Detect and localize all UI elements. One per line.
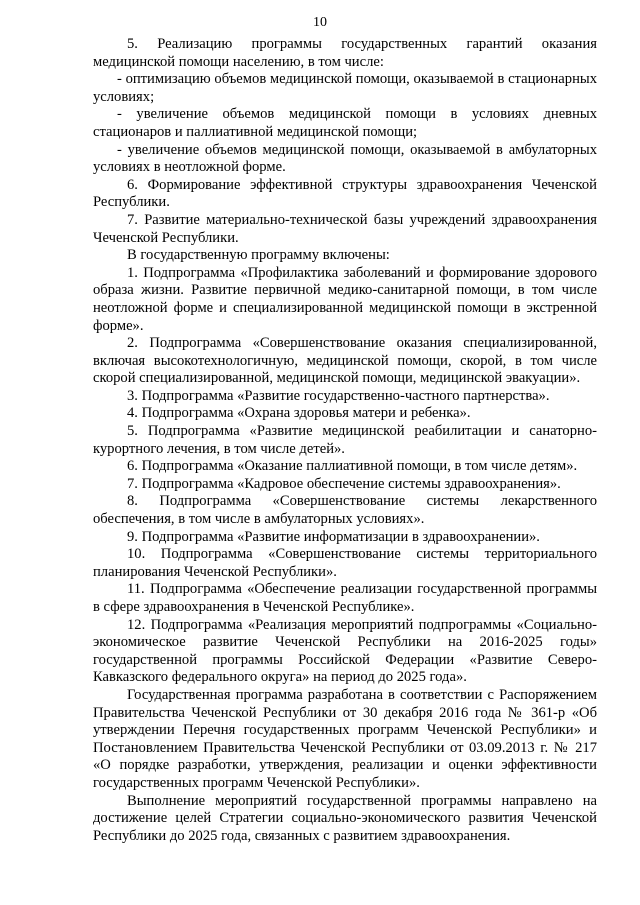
subprogram-2: 2. Подпрограмма «Совершенствование оказания специализированной, включая высокотехнологичную, медицинской помощи, скорой, в том числе скорой специализированной, медицинской помощи, медицинской эвакуации». bbox=[93, 335, 597, 387]
subprogram-5: 5. Подпрограмма «Развитие медицинской реабилитации и санаторно-курортного лечения, в том числе детей». bbox=[93, 423, 597, 457]
paragraph-strategy-goals: Выполнение мероприятий государственной программы направлено на достижение целей Стратегии социально-экономического развития Чеченской Республики до 2025 года, связанных с развитием здравоохранения. bbox=[93, 792, 597, 844]
subprogram-11: 11. Подпрограмма «Обеспечение реализации государственной программы в сфере здравоохранения в Чеченской Республике». bbox=[93, 581, 597, 615]
subprogram-7: 7. Подпрограмма «Кадровое обеспечение системы здравоохранения». bbox=[127, 475, 561, 492]
subprogram-3: 3. Подпрограмма «Развитие государственно-частного партнерства». bbox=[127, 387, 550, 404]
paragraph-item-5: 5. Реализацию программы государственных гарантий оказания медицинской помощи населению, в том числе: bbox=[93, 36, 597, 70]
document-body bbox=[93, 36, 597, 845]
subprogram-1: 1. Подпрограмма «Профилактика заболеваний и формирование здорового образа жизни. Развитие первичной медико-санитарной помощи, в том числе неотложной форме и специализированной медицинской помощи в экстренной форме». bbox=[93, 264, 597, 334]
paragraph-item-6: 6. Формирование эффективной структуры здравоохранения Чеченской Республики. bbox=[93, 176, 597, 211]
subprogram-4: 4. Подпрограмма «Охрана здоровья матери и ребенка». bbox=[127, 405, 471, 422]
paragraph-legal-basis: Государственная программа разработана в соответствии с Распоряжением Правительства Чеченской Республики от 30 декабря 2016 года № 361-р «Об утверждении Перечня государственных программ Чеченской Республики» и Постановлением Правительства Чеченской Республики от 03.09.2013 г. № 217 «О порядке разработки, утверждения, реализации и оценки эффективности государственных программ Чеченской Республики». bbox=[93, 686, 597, 791]
subprogram-8: 8. Подпрограмма «Совершенствование системы лекарственного обеспечения, в том числе в амбулаторных условиях». bbox=[93, 493, 597, 528]
subprogram-6: 6. Подпрограмма «Оказание паллиативной помощи, в том числе детям». bbox=[127, 458, 578, 475]
paragraph-item-7: 7. Развитие материально-технической базы учреждений здравоохранения Чеченской Республики. bbox=[93, 211, 597, 246]
page-number: 10 bbox=[313, 15, 327, 30]
subprogram-9: 9. Подпрограмма «Развитие информатизации в здравоохранении». bbox=[127, 528, 540, 545]
paragraph-intro-subprograms: В государственную программу включены: bbox=[127, 247, 390, 264]
list-item-inpatient: - оптимизацию объемов медицинской помощи, оказываемой в стационарных условиях; bbox=[93, 71, 597, 105]
list-item-day-hospital: - увеличение объемов медицинской помощи в условиях дневных стационаров и паллиативной медицинской помощи; bbox=[93, 106, 597, 140]
subprogram-10: 10. Подпрограмма «Совершенствование системы территориального планирования Чеченской Республики». bbox=[93, 546, 597, 580]
subprogram-12: 12. Подпрограмма «Реализация мероприятий подпрограммы «Социально-экономическое развитие Чеченской Республики на 2016-2025 годы» государственной программы Российской Федерации «Развитие Северо-Кавказского федерального округа» на период до 2025 года». bbox=[93, 616, 597, 686]
list-item-outpatient: - увеличение объемов медицинской помощи, оказываемой в амбулаторных условиях в неотложной форме. bbox=[93, 141, 597, 176]
